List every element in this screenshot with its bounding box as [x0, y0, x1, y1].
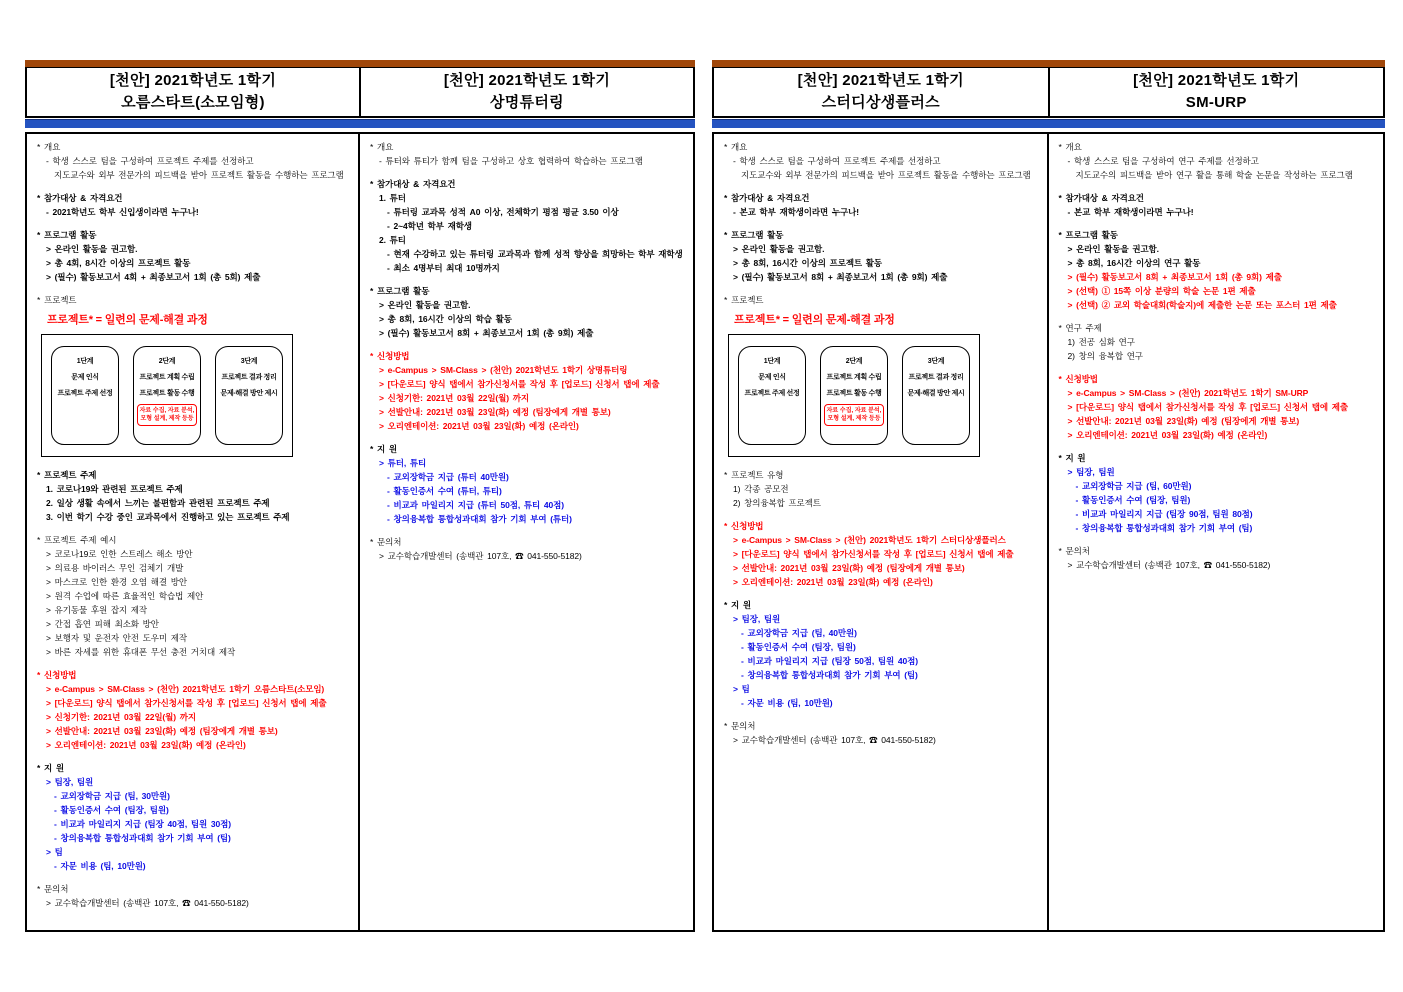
header-divider-bar: [25, 119, 695, 128]
diagram-stage-line: 문제-해결 방안 제시: [220, 390, 278, 397]
text-line: * 문의처: [370, 537, 402, 547]
text-line: * 프로젝트: [724, 295, 764, 305]
program-body-study-sangsaeng: [714, 134, 1049, 930]
text-line: > 코로나19로 인한 스트레스 해소 방안: [46, 549, 193, 559]
program-header-row: [712, 67, 1385, 118]
text-line: 2) 창의융복합 프로젝트: [733, 498, 821, 508]
text-line: > [다운로드] 양식 탭에서 참가신청서를 작성 후 [업로드] 신청서 탭에 제출: [1067, 402, 1349, 412]
blank-line: [368, 168, 687, 177]
program-header-row: [25, 67, 695, 118]
text-line: * 신청방법: [37, 670, 77, 680]
blank-line: [368, 340, 687, 349]
program-title: 오름스타트(소모임형): [121, 94, 265, 111]
text-line: > 총 8회, 16시간 이상의 프로젝트 활동: [733, 258, 883, 268]
diagram-stage-line: 문제 인식: [71, 374, 99, 381]
text-line: - 비교과 마일리지 지급 (팀장 50점, 팀원 40점): [741, 656, 918, 666]
blank-line: [35, 524, 352, 533]
program-body-row: [25, 132, 695, 932]
text-line: > 신청기한: 2021년 03월 22일(월) 까지: [379, 393, 529, 403]
blank-line: [35, 284, 352, 293]
diagram-stage-line: 프로젝트 결과 정리: [221, 374, 277, 381]
text-line: - 창의융복합 통합성과대회 참가 기회 부여 (튜터): [387, 514, 572, 524]
text-line: > 선발안내: 2021년 03월 23일(화) 예정 (팀장에게 개별 통보): [379, 407, 611, 417]
text-line: > (선택) ② 교외 학술대회(학술지)에 제출한 논문 또는 포스터 1편 제출: [1067, 300, 1337, 310]
text-line: > [다운로드] 양식 탭에서 참가신청서를 작성 후 [업로드] 신청서 탭에 제출: [733, 549, 1014, 559]
text-line: - 교외장학금 지급 (팀, 30만원): [54, 791, 170, 801]
text-line: - 본교 학부 재학생이라면 누구나!: [1067, 207, 1194, 217]
text-line: * 참가대상 & 자격요건: [37, 193, 123, 203]
text-line: - 창의융복합 통합성과대회 참가 기회 부여 (팀): [741, 670, 918, 680]
text-line: 1. 코로나19와 관련된 프로젝트 주제: [46, 484, 183, 494]
text-line: > e-Campus > SM-Class > (천안) 2021학년도 1학기 오름스타트(소모임): [46, 684, 325, 694]
text-line: 지도교수와 외부 전문가의 피드백을 받아 프로젝트 활동을 수행하는 프로그램: [54, 170, 344, 180]
text-line: * 신청방법: [1058, 374, 1098, 384]
text-line: * 프로그램 활동: [724, 230, 784, 240]
diagram-note-line: 자료 수집, 자료 분석,: [826, 408, 882, 414]
diagram-stage-line: 프로젝트 활동 수행: [826, 390, 882, 397]
text-line: 2. 일상 생활 속에서 느끼는 불편함과 관련된 프로젝트 주제: [46, 498, 270, 508]
diagram-stage-line: 3단계: [240, 358, 258, 365]
blank-line: [368, 433, 687, 442]
text-line: * 프로젝트 유형: [724, 470, 784, 480]
text-line: * 신청방법: [370, 351, 410, 361]
text-line: * 개요: [37, 142, 61, 152]
text-line: > 교수학습개발센터 (송백관 107호, ☎ 041-550-5182): [733, 735, 936, 745]
diagram-stage-box: [738, 346, 806, 445]
text-line: - 2021학년도 학부 신입생이라면 누구나!: [46, 207, 199, 217]
program-header-line1: [천안] 2021학년도 1학기: [109, 72, 277, 89]
text-line: - 창의융복합 통합성과대회 참가 기회 부여 (팀): [54, 833, 231, 843]
diagram-stage-line: 프로젝트 주제 선정: [744, 390, 800, 397]
text-line: - 활동인증서 수여 (팀장, 팀원): [54, 805, 169, 815]
text-line: * 신청방법: [724, 521, 764, 531]
program-header-tutoring: [361, 68, 693, 116]
text-line: > (선택) ① 15쪽 이상 분량의 학술 논문 1편 제출: [1067, 286, 1256, 296]
text-line: - 비교과 마일리지 지급 (튜터 50점, 튜티 40점): [387, 500, 564, 510]
blank-line: [722, 589, 1041, 598]
text-line: > 간접 흡연 피해 최소화 방안: [46, 619, 159, 629]
text-line: > 총 8회, 16시간 이상의 학습 활동: [379, 314, 512, 324]
program-header-line1: [천안] 2021학년도 1학기: [443, 72, 611, 89]
text-line: - 학생 스스로 팀을 구성하여 프로젝트 주제를 선정하고: [46, 156, 254, 166]
text-line: 1. 튜터: [379, 193, 406, 203]
diagram-note-line: 모형 설계, 제작 등등: [140, 416, 194, 422]
diagram-stage-line: 프로젝트 주제 선정: [57, 390, 113, 397]
text-line: - 학생 스스로 팀을 구성하여 연구 주제를 선정하고: [1067, 156, 1259, 166]
text-line: > 선발안내: 2021년 03월 23일(화) 예정 (팀장에게 개별 통보): [46, 726, 278, 736]
text-line: > 팀장, 팀원: [46, 777, 94, 787]
project-diagram: [37, 311, 352, 457]
text-line: - 활동인증서 수여 (팀장, 팀원): [741, 642, 856, 652]
text-line: > e-Campus > SM-Class > (천안) 2021학년도 1학기 스터디상생플러스: [733, 535, 1006, 545]
diagram-stage-line: 프로젝트 계획 수립: [139, 374, 195, 381]
diagram-outer-box: [41, 334, 293, 457]
blank-line: [35, 873, 352, 882]
diagram-stage-line: 1단계: [763, 358, 781, 365]
text-line: > 온라인 활동을 권고함.: [46, 244, 138, 254]
blank-line: [722, 510, 1041, 519]
program-header-line1: [천안] 2021학년도 1학기: [1133, 72, 1300, 89]
text-line: > 총 8회, 16시간 이상의 연구 활동: [1067, 258, 1201, 268]
text-line: - 튜터링 교과목 성적 A0 이상, 전체학기 평점 평균 3.50 이상: [387, 207, 619, 217]
text-line: - 학생 스스로 팀을 구성하여 프로젝트 주제를 선정하고: [733, 156, 941, 166]
blank-line: [1057, 535, 1378, 544]
blank-line: [722, 182, 1041, 191]
text-line: * 개요: [1058, 142, 1082, 152]
program-header-study-sangsaeng: [714, 68, 1050, 116]
text-line: * 프로젝트: [37, 295, 77, 305]
text-line: > (필수) 활동보고서 8회 + 최종보고서 1회 (총 9회) 제출: [1067, 272, 1282, 282]
text-line: 2. 튜티: [379, 235, 406, 245]
diagram-stage-line: 1단계: [76, 358, 94, 365]
diagram-stage-line: 프로젝트 결과 정리: [908, 374, 964, 381]
blank-line: [722, 710, 1041, 719]
text-line: > 유기동물 후원 잡지 제작: [46, 605, 148, 615]
blank-line: [368, 526, 687, 535]
text-line: > 교수학습개발센터 (송백관 107호, ☎ 041-550-5182): [46, 898, 249, 908]
program-header-sm-urp: [1050, 68, 1384, 116]
blank-line: [368, 275, 687, 284]
diagram-stage-line: 프로젝트 계획 수립: [826, 374, 882, 381]
text-line: - 본교 학부 재학생이라면 누구나!: [733, 207, 859, 217]
document-page-right: [712, 60, 1385, 932]
text-line: - 튜터와 튜티가 함께 팀을 구성하고 상호 협력하여 학습하는 프로그램: [379, 156, 643, 166]
blank-line: [1057, 182, 1378, 191]
text-line: > 교수학습개발센터 (송백관 107호, ☎ 041-550-5182): [1067, 560, 1271, 570]
text-line: * 지 원: [724, 600, 751, 610]
text-line: > 신청기한: 2021년 03월 22일(월) 까지: [46, 712, 196, 722]
text-line: * 문의처: [37, 884, 69, 894]
text-line: > 바른 자세를 위한 휴대폰 무선 충전 거치대 제작: [46, 647, 236, 657]
text-line: - 자문 비용 (팀, 10만원): [54, 861, 146, 871]
text-line: > 팀장, 팀원: [1067, 467, 1115, 477]
header-accent-bar: [25, 60, 695, 67]
diagram-stage-line: 3단계: [927, 358, 945, 365]
text-line: * 문의처: [724, 721, 756, 731]
text-line: - 교외장학금 지급 (팀, 40만원): [741, 628, 857, 638]
text-line: > 팀장, 팀원: [733, 614, 781, 624]
diagram-stage-line: 문제 인식: [758, 374, 786, 381]
diagram-title: 프로젝트* = 일련의 문제-해결 과정: [47, 314, 208, 326]
text-line: * 문의처: [1058, 546, 1090, 556]
text-line: > e-Campus > SM-Class > (천안) 2021학년도 1학기 SM-URP: [1067, 388, 1309, 398]
project-diagram: [724, 311, 1041, 457]
program-title: SM-URP: [1185, 94, 1247, 111]
text-line: > (필수) 활동보고서 4회 + 최종보고서 1회 (총 5회) 제출: [46, 272, 261, 282]
text-line: > 선발안내: 2021년 03월 23일(화) 예정 (팀장에게 개별 통보): [1067, 416, 1300, 426]
text-line: > 오리엔테이션: 2021년 03월 23일(화) 예정 (온라인): [733, 577, 933, 587]
header-divider-bar: [712, 119, 1385, 128]
diagram-title: 프로젝트* = 일련의 문제-해결 과정: [734, 314, 895, 326]
text-line: > [다운로드] 양식 탭에서 참가신청서를 작성 후 [업로드] 신청서 탭에 제출: [46, 698, 327, 708]
text-line: * 참가대상 & 자격요건: [1058, 193, 1144, 203]
diagram-stage-line: 문제-해결 방안 제시: [907, 390, 965, 397]
text-line: > 팀: [46, 847, 63, 857]
blank-line: [35, 459, 352, 468]
diagram-stage-line: 2단계: [158, 358, 176, 365]
text-line: * 참가대상 & 자격요건: [724, 193, 810, 203]
text-line: > 오리엔테이션: 2021년 03월 23일(화) 예정 (온라인): [1067, 430, 1268, 440]
blank-line: [35, 219, 352, 228]
text-line: > 팀: [733, 684, 750, 694]
text-line: - 활동인증서 수여 (팀장, 팀원): [1075, 495, 1191, 505]
text-line: > e-Campus > SM-Class > (천안) 2021학년도 1학기 상명튜터링: [379, 365, 628, 375]
blank-line: [1057, 219, 1378, 228]
text-line: 2) 창의 융복합 연구: [1067, 351, 1143, 361]
document-page-left: [25, 60, 695, 932]
text-line: > (필수) 활동보고서 8회 + 최종보고서 1회 (총 9회) 제출: [379, 328, 594, 338]
program-body-oreum-start: [27, 134, 360, 930]
program-body-tutoring: [360, 134, 693, 930]
text-line: - 현재 수강하고 있는 튜터링 교과목과 함께 성적 향상을 희망하는 학부 재학생: [387, 249, 683, 259]
text-line: > 총 4회, 8시간 이상의 프로젝트 활동: [46, 258, 191, 268]
text-line: > (필수) 활동보고서 8회 + 최종보고서 1회 (총 9회) 제출: [733, 272, 948, 282]
blank-line: [35, 659, 352, 668]
text-line: * 프로그램 활동: [1058, 230, 1118, 240]
text-line: > 튜터, 튜티: [379, 458, 427, 468]
text-line: > 오리엔테이션: 2021년 03월 23일(화) 예정 (온라인): [46, 740, 246, 750]
text-line: * 지 원: [37, 763, 64, 773]
text-line: - 비교과 마일리지 지급 (팀장 40점, 팀원 30점): [54, 819, 231, 829]
blank-line: [722, 284, 1041, 293]
blank-line: [722, 459, 1041, 468]
text-line: > 마스크로 인한 환경 오염 해결 방안: [46, 577, 187, 587]
text-line: * 프로젝트 주제: [37, 470, 97, 480]
text-line: > 의료용 바이러스 무인 검체기 개발: [46, 563, 184, 573]
diagram-stage-box: [133, 346, 201, 445]
diagram-stage-line: 프로젝트 활동 수행: [139, 390, 195, 397]
text-line: * 개요: [724, 142, 748, 152]
program-title: 스터디상생플러스: [821, 94, 940, 111]
blank-line: [722, 219, 1041, 228]
text-line: > 온라인 활동을 권고함.: [1067, 244, 1159, 254]
diagram-outer-box: [728, 334, 980, 457]
program-header-line1: [천안] 2021학년도 1학기: [797, 72, 964, 89]
text-line: 지도교수와 외부 전문가의 피드백을 받아 프로젝트 활동을 수행하는 프로그램: [741, 170, 1031, 180]
diagram-stage-line: 2단계: [845, 358, 863, 365]
text-line: * 프로젝트 주제 예시: [37, 535, 117, 545]
text-line: - 자문 비용 (팀, 10만원): [741, 698, 833, 708]
text-line: * 지 원: [370, 444, 397, 454]
text-line: > 원격 수업에 따른 효율적인 학습법 제안: [46, 591, 204, 601]
diagram-note-line: 모형 설계, 제작 등등: [827, 416, 881, 422]
diagram-stage-box: [215, 346, 283, 445]
blank-line: [1057, 312, 1378, 321]
blank-line: [1057, 442, 1378, 451]
diagram-stage-box: [51, 346, 119, 445]
text-line: 3. 이번 학기 수강 중인 교과목에서 진행하고 있는 프로젝트 주제: [46, 512, 290, 522]
text-line: - 비교과 마일리지 지급 (팀장 90점, 팀원 80점): [1075, 509, 1253, 519]
program-header-oreum-start: [27, 68, 361, 116]
blank-line: [35, 752, 352, 761]
program-title: 상명튜터링: [490, 94, 564, 111]
text-line: - 창의융복합 통합성과대회 참가 기회 부여 (팀): [1075, 523, 1253, 533]
text-line: * 연구 주제: [1058, 323, 1102, 333]
text-line: 1) 전공 심화 연구: [1067, 337, 1135, 347]
text-line: - 교외장학금 지급 (팀, 60만원): [1075, 481, 1192, 491]
text-line: - 활동인증서 수여 (튜터, 튜티): [387, 486, 502, 496]
program-body-sm-urp: [1049, 134, 1384, 930]
program-body-row: [712, 132, 1385, 932]
text-line: * 지 원: [1058, 453, 1086, 463]
text-line: * 참가대상 & 자격요건: [370, 179, 456, 189]
text-line: * 개요: [370, 142, 394, 152]
diagram-stage-note: [824, 404, 884, 426]
text-line: 1) 각종 공모전: [733, 484, 789, 494]
text-line: > 오리엔테이션: 2021년 03월 23일(화) 예정 (온라인): [379, 421, 579, 431]
text-line: > 온라인 활동을 권고함.: [379, 300, 471, 310]
text-line: - 2~4학년 학부 재학생: [387, 221, 472, 231]
diagram-stage-box: [820, 346, 888, 445]
text-line: > 온라인 활동을 권고함.: [733, 244, 825, 254]
blank-line: [1057, 363, 1378, 372]
blank-line: [35, 182, 352, 191]
header-accent-bar: [712, 60, 1385, 67]
text-line: > [다운로드] 양식 탭에서 참가신청서를 작성 후 [업로드] 신청서 탭에 제출: [379, 379, 660, 389]
diagram-stage-box: [902, 346, 970, 445]
text-line: - 교외장학금 지급 (튜터 40만원): [387, 472, 509, 482]
diagram-stage-note: [137, 404, 197, 426]
text-line: > 보행자 및 운전자 안전 도우미 제작: [46, 633, 187, 643]
text-line: > 선발안내: 2021년 03월 23일(화) 예정 (팀장에게 개별 통보): [733, 563, 965, 573]
diagram-note-line: 자료 수집, 자료 분석,: [139, 408, 195, 414]
text-line: 지도교수의 피드백을 받아 연구 활을 통해 학술 논문을 작성하는 프로그램: [1075, 170, 1353, 180]
text-line: * 프로그램 활동: [370, 286, 430, 296]
text-line: > 교수학습개발센터 (송백관 107호, ☎ 041-550-5182): [379, 551, 582, 561]
text-line: * 프로그램 활동: [37, 230, 97, 240]
text-line: - 최소 4명부터 최대 10명까지: [387, 263, 500, 273]
